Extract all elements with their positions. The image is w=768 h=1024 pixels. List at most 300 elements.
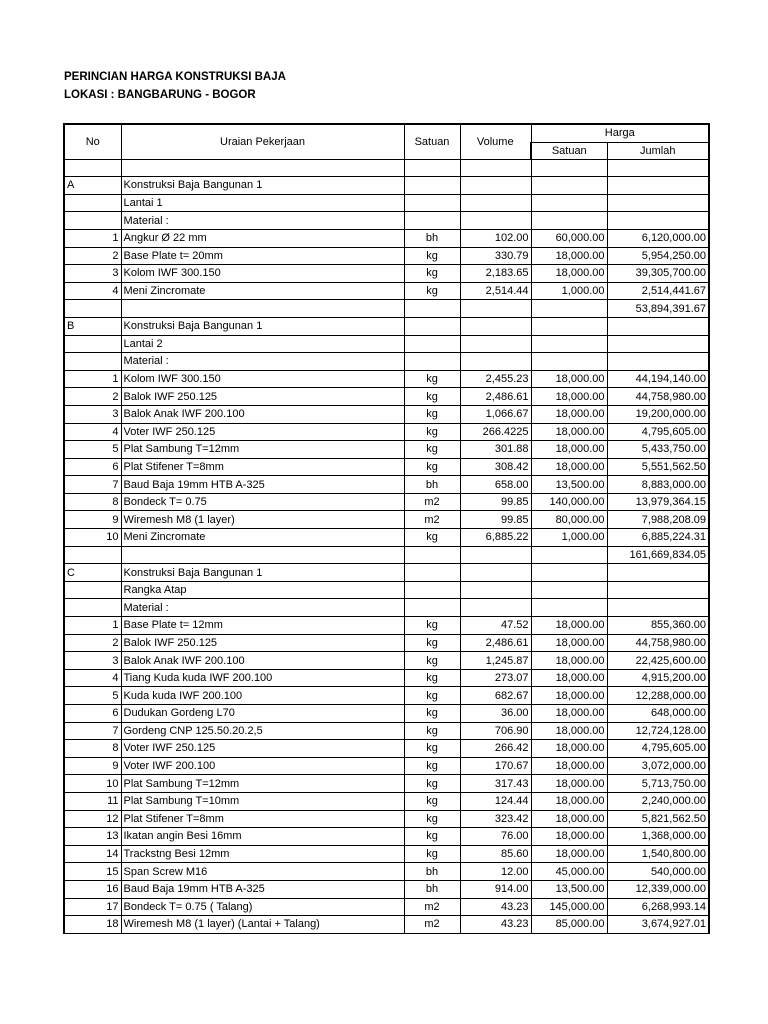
subheading-row (64, 581, 709, 599)
item-number: 7 (64, 476, 121, 494)
item-unit-price: 18,000.00 (531, 405, 607, 423)
item-unit: kg (404, 845, 460, 863)
item-unit: kg (404, 810, 460, 828)
item-volume: 308.42 (460, 458, 531, 476)
table-row (64, 405, 709, 423)
item-description: Tiang Kuda kuda IWF 200.100 (121, 669, 404, 687)
empty-cell (460, 335, 531, 353)
item-unit: kg (404, 687, 460, 705)
item-unit: kg (404, 388, 460, 406)
item-volume: 6,885.22 (460, 529, 531, 547)
section-row (64, 317, 709, 335)
item-unit: kg (404, 634, 460, 652)
empty-cell (531, 194, 607, 212)
table-row (64, 916, 709, 934)
item-description: Balok Anak IWF 200.100 (121, 405, 404, 423)
empty-cell (64, 546, 121, 564)
table-row (64, 423, 709, 441)
subtotal-row (64, 546, 709, 564)
empty-cell (531, 599, 607, 617)
item-number: 1 (64, 617, 121, 635)
empty-cell (404, 564, 460, 582)
item-number: 10 (64, 529, 121, 547)
empty-cell (460, 160, 531, 177)
table-header (64, 124, 709, 160)
item-total: 5,821,562.50 (607, 810, 709, 828)
item-unit-price: 18,000.00 (531, 757, 607, 775)
item-total: 4,795,605.00 (607, 740, 709, 758)
item-total: 855,360.00 (607, 617, 709, 635)
empty-cell (404, 160, 460, 177)
table-row (64, 370, 709, 388)
header-satuan: Satuan (404, 124, 460, 160)
item-number: 13 (64, 828, 121, 846)
table-row (64, 845, 709, 863)
empty-cell (460, 599, 531, 617)
empty-cell (121, 160, 404, 177)
table-row (64, 828, 709, 846)
item-unit-price: 18,000.00 (531, 792, 607, 810)
empty-cell (607, 177, 709, 195)
item-description: Meni Zincromate (121, 529, 404, 547)
item-unit-price: 18,000.00 (531, 810, 607, 828)
item-unit: bh (404, 229, 460, 247)
item-volume: 317.43 (460, 775, 531, 793)
subheading-label: Lantai 2 (121, 335, 404, 353)
section-title: Konstruksi Baja Bangunan 1 (121, 564, 404, 582)
table-row (64, 282, 709, 300)
header-no: No (64, 124, 121, 160)
table-row (64, 757, 709, 775)
empty-cell (64, 599, 121, 617)
item-number: 9 (64, 757, 121, 775)
item-volume: 682.67 (460, 687, 531, 705)
item-volume: 124.44 (460, 792, 531, 810)
empty-cell (404, 317, 460, 335)
item-volume: 1,245.87 (460, 652, 531, 670)
section-row (64, 177, 709, 195)
item-number: 18 (64, 916, 121, 934)
item-volume: 658.00 (460, 476, 531, 494)
subheading-label: Material : (121, 353, 404, 371)
item-number: 4 (64, 669, 121, 687)
item-description: Balok IWF 250.125 (121, 634, 404, 652)
empty-cell (607, 335, 709, 353)
subheading-row (64, 212, 709, 230)
subtotal-row (64, 300, 709, 318)
item-total: 44,194,140.00 (607, 370, 709, 388)
empty-cell (404, 353, 460, 371)
item-unit: kg (404, 740, 460, 758)
table-row (64, 722, 709, 740)
item-total: 12,288,000.00 (607, 687, 709, 705)
item-description: Kuda kuda IWF 200.100 (121, 687, 404, 705)
item-unit-price: 1,000.00 (531, 529, 607, 547)
item-volume: 2,455.23 (460, 370, 531, 388)
item-unit-price: 85,000.00 (531, 916, 607, 934)
item-total: 3,674,927.01 (607, 916, 709, 934)
empty-cell (607, 212, 709, 230)
item-volume: 2,183.65 (460, 265, 531, 283)
item-unit: kg (404, 423, 460, 441)
empty-cell (531, 177, 607, 195)
item-unit-price: 18,000.00 (531, 247, 607, 265)
item-unit-price: 140,000.00 (531, 493, 607, 511)
item-unit-price: 18,000.00 (531, 388, 607, 406)
item-volume: 706.90 (460, 722, 531, 740)
subheading-row (64, 335, 709, 353)
item-unit: kg (404, 775, 460, 793)
item-description: Balok Anak IWF 200.100 (121, 652, 404, 670)
empty-cell (460, 317, 531, 335)
table-row (64, 476, 709, 494)
item-volume: 323.42 (460, 810, 531, 828)
item-total: 8,883,000.00 (607, 476, 709, 494)
item-number: 5 (64, 687, 121, 705)
table-row (64, 634, 709, 652)
empty-cell (404, 212, 460, 230)
item-volume: 102.00 (460, 229, 531, 247)
header-harga-satuan: Satuan (531, 142, 607, 160)
item-total: 2,240,000.00 (607, 792, 709, 810)
item-number: 15 (64, 863, 121, 881)
item-volume: 2,486.61 (460, 634, 531, 652)
item-description: Span Screw M16 (121, 863, 404, 881)
item-total: 6,885,224.31 (607, 529, 709, 547)
empty-cell (64, 300, 121, 318)
item-unit: m2 (404, 493, 460, 511)
item-unit: kg (404, 405, 460, 423)
empty-cell (460, 564, 531, 582)
empty-cell (404, 300, 460, 318)
table-row (64, 705, 709, 723)
item-total: 5,954,250.00 (607, 247, 709, 265)
item-number: 5 (64, 441, 121, 459)
item-number: 8 (64, 740, 121, 758)
item-description: Voter IWF 250.125 (121, 423, 404, 441)
item-volume: 12.00 (460, 863, 531, 881)
empty-cell (607, 581, 709, 599)
empty-cell (607, 194, 709, 212)
empty-cell (531, 317, 607, 335)
empty-cell (64, 160, 121, 177)
item-unit: bh (404, 476, 460, 494)
item-description: Ikatan angin Besi 16mm (121, 828, 404, 846)
item-description: Voter IWF 250.125 (121, 740, 404, 758)
table-row (64, 617, 709, 635)
item-number: 12 (64, 810, 121, 828)
item-total: 648,000.00 (607, 705, 709, 723)
item-total: 5,713,750.00 (607, 775, 709, 793)
item-number: 4 (64, 282, 121, 300)
item-unit-price: 18,000.00 (531, 652, 607, 670)
document-title: PERINCIAN HARGA KONSTRUKSI BAJA (64, 71, 286, 83)
table-row (64, 687, 709, 705)
item-unit: kg (404, 669, 460, 687)
item-description: Trackstng Besi 12mm (121, 845, 404, 863)
item-unit: kg (404, 282, 460, 300)
item-unit-price: 18,000.00 (531, 740, 607, 758)
table-row (64, 229, 709, 247)
item-volume: 2,514.44 (460, 282, 531, 300)
table-row (64, 740, 709, 758)
empty-cell (531, 335, 607, 353)
item-total: 12,339,000.00 (607, 880, 709, 898)
item-unit: m2 (404, 511, 460, 529)
item-total: 44,758,980.00 (607, 634, 709, 652)
empty-cell (531, 581, 607, 599)
item-description: Plat Sambung T=12mm (121, 441, 404, 459)
item-description: Baud Baja 19mm HTB A-325 (121, 880, 404, 898)
item-unit-price: 18,000.00 (531, 775, 607, 793)
blank-row (64, 160, 709, 177)
item-unit-price: 18,000.00 (531, 845, 607, 863)
item-unit-price: 18,000.00 (531, 634, 607, 652)
item-unit-price: 18,000.00 (531, 617, 607, 635)
table-row (64, 863, 709, 881)
item-number: 2 (64, 247, 121, 265)
item-unit-price: 13,500.00 (531, 880, 607, 898)
subtotal-value: 53,894,391.67 (607, 300, 709, 318)
item-number: 6 (64, 705, 121, 723)
item-unit: kg (404, 792, 460, 810)
item-description: Base Plate t= 12mm (121, 617, 404, 635)
item-unit: kg (404, 617, 460, 635)
item-unit-price: 18,000.00 (531, 687, 607, 705)
subheading-row (64, 599, 709, 617)
item-volume: 2,486.61 (460, 388, 531, 406)
empty-cell (531, 300, 607, 318)
item-number: 4 (64, 423, 121, 441)
item-total: 4,795,605.00 (607, 423, 709, 441)
item-total: 19,200,000.00 (607, 405, 709, 423)
item-unit: kg (404, 247, 460, 265)
subheading-label: Rangka Atap (121, 581, 404, 599)
item-total: 22,425,600.00 (607, 652, 709, 670)
item-volume: 301.88 (460, 441, 531, 459)
section-title: Konstruksi Baja Bangunan 1 (121, 317, 404, 335)
item-total: 5,433,750.00 (607, 441, 709, 459)
item-total: 44,758,980.00 (607, 388, 709, 406)
location-line: LOKASI : BANGBARUNG - BOGOR (64, 89, 256, 101)
item-description: Baud Baja 19mm HTB A-325 (121, 476, 404, 494)
empty-cell (121, 546, 404, 564)
item-number: 8 (64, 493, 121, 511)
subheading-row (64, 194, 709, 212)
empty-cell (404, 581, 460, 599)
item-description: Meni Zincromate (121, 282, 404, 300)
header-volume: Volume (460, 124, 531, 160)
empty-cell (404, 599, 460, 617)
item-description: Plat Sambung T=10mm (121, 792, 404, 810)
subheading-row (64, 353, 709, 371)
item-total: 7,988,208.09 (607, 511, 709, 529)
item-description: Dudukan Gordeng L70 (121, 705, 404, 723)
table-row (64, 441, 709, 459)
item-unit: kg (404, 458, 460, 476)
item-unit: kg (404, 265, 460, 283)
item-unit: kg (404, 441, 460, 459)
empty-cell (460, 212, 531, 230)
item-volume: 914.00 (460, 880, 531, 898)
section-code: A (64, 177, 121, 195)
item-volume: 266.4225 (460, 423, 531, 441)
item-unit-price: 18,000.00 (531, 669, 607, 687)
table-row (64, 775, 709, 793)
item-volume: 99.85 (460, 511, 531, 529)
item-volume: 273.07 (460, 669, 531, 687)
item-total: 13,979,364.15 (607, 493, 709, 511)
empty-cell (404, 335, 460, 353)
item-description: Bondeck T= 0.75 ( Talang) (121, 898, 404, 916)
item-number: 2 (64, 634, 121, 652)
subtotal-value: 161,669,834.05 (607, 546, 709, 564)
empty-cell (460, 300, 531, 318)
table-row (64, 388, 709, 406)
item-unit: kg (404, 529, 460, 547)
item-number: 3 (64, 265, 121, 283)
item-volume: 85.60 (460, 845, 531, 863)
price-table (63, 123, 710, 934)
empty-cell (607, 599, 709, 617)
item-volume: 266.42 (460, 740, 531, 758)
header-uraian: Uraian Pekerjaan (121, 124, 404, 160)
empty-cell (404, 177, 460, 195)
item-description: Wiremesh M8 (1 layer) (121, 511, 404, 529)
table-row (64, 810, 709, 828)
empty-cell (607, 317, 709, 335)
item-total: 5,551,562.50 (607, 458, 709, 476)
item-number: 2 (64, 388, 121, 406)
section-row (64, 564, 709, 582)
item-unit: m2 (404, 898, 460, 916)
subheading-label: Material : (121, 212, 404, 230)
table-row (64, 529, 709, 547)
empty-cell (531, 160, 607, 177)
item-description: Plat Stifener T=8mm (121, 810, 404, 828)
item-unit: bh (404, 863, 460, 881)
empty-cell (121, 300, 404, 318)
item-number: 7 (64, 722, 121, 740)
table-row (64, 247, 709, 265)
header-harga: Harga (531, 124, 709, 142)
section-code: C (64, 564, 121, 582)
item-number: 1 (64, 229, 121, 247)
empty-cell (607, 160, 709, 177)
empty-cell (64, 194, 121, 212)
section-code: B (64, 317, 121, 335)
item-total: 6,120,000.00 (607, 229, 709, 247)
item-number: 10 (64, 775, 121, 793)
table-row (64, 669, 709, 687)
subheading-label: Material : (121, 599, 404, 617)
table-row (64, 898, 709, 916)
item-unit-price: 145,000.00 (531, 898, 607, 916)
item-description: Base Plate t= 20mm (121, 247, 404, 265)
item-volume: 47.52 (460, 617, 531, 635)
item-volume: 43.23 (460, 898, 531, 916)
empty-cell (460, 546, 531, 564)
item-volume: 170.67 (460, 757, 531, 775)
item-number: 6 (64, 458, 121, 476)
empty-cell (404, 546, 460, 564)
item-unit: kg (404, 705, 460, 723)
table-row (64, 265, 709, 283)
table-row (64, 792, 709, 810)
item-unit-price: 18,000.00 (531, 828, 607, 846)
item-number: 14 (64, 845, 121, 863)
item-description: Kolom IWF 300.150 (121, 265, 404, 283)
item-description: Kolom IWF 300.150 (121, 370, 404, 388)
item-total: 6,268,993.14 (607, 898, 709, 916)
subheading-label: Lantai 1 (121, 194, 404, 212)
empty-cell (64, 335, 121, 353)
empty-cell (531, 212, 607, 230)
item-unit: kg (404, 757, 460, 775)
item-description: Balok IWF 250.125 (121, 388, 404, 406)
item-unit: kg (404, 828, 460, 846)
item-unit-price: 60,000.00 (531, 229, 607, 247)
item-unit-price: 18,000.00 (531, 370, 607, 388)
item-unit-price: 18,000.00 (531, 722, 607, 740)
item-unit-price: 13,500.00 (531, 476, 607, 494)
item-unit: kg (404, 652, 460, 670)
item-unit: m2 (404, 916, 460, 934)
empty-cell (460, 194, 531, 212)
item-description: Angkur Ø 22 mm (121, 229, 404, 247)
empty-cell (404, 194, 460, 212)
item-unit-price: 18,000.00 (531, 441, 607, 459)
item-total: 39,305,700.00 (607, 265, 709, 283)
item-description: Gordeng CNP 125.50.20.2,5 (121, 722, 404, 740)
item-volume: 36.00 (460, 705, 531, 723)
item-unit-price: 18,000.00 (531, 265, 607, 283)
item-number: 16 (64, 880, 121, 898)
table-row (64, 458, 709, 476)
item-number: 1 (64, 370, 121, 388)
table-row (64, 511, 709, 529)
item-number: 11 (64, 792, 121, 810)
item-number: 9 (64, 511, 121, 529)
item-total: 2,514,441.67 (607, 282, 709, 300)
item-total: 1,368,000.00 (607, 828, 709, 846)
empty-cell (64, 353, 121, 371)
item-description: Bondeck T= 0.75 (121, 493, 404, 511)
header-harga-jumlah: Jumlah (607, 142, 709, 160)
item-unit: bh (404, 880, 460, 898)
empty-cell (460, 353, 531, 371)
empty-cell (64, 581, 121, 599)
item-number: 17 (64, 898, 121, 916)
item-total: 1,540,800.00 (607, 845, 709, 863)
item-number: 3 (64, 405, 121, 423)
table-row (64, 652, 709, 670)
empty-cell (460, 581, 531, 599)
item-unit-price: 18,000.00 (531, 423, 607, 441)
item-volume: 43.23 (460, 916, 531, 934)
item-unit-price: 80,000.00 (531, 511, 607, 529)
empty-cell (531, 353, 607, 371)
item-total: 3,072,000.00 (607, 757, 709, 775)
empty-cell (607, 564, 709, 582)
item-volume: 99.85 (460, 493, 531, 511)
table-row (64, 493, 709, 511)
item-total: 12,724,128.00 (607, 722, 709, 740)
item-unit-price: 18,000.00 (531, 458, 607, 476)
item-total: 540,000.00 (607, 863, 709, 881)
item-unit-price: 1,000.00 (531, 282, 607, 300)
item-unit: kg (404, 722, 460, 740)
